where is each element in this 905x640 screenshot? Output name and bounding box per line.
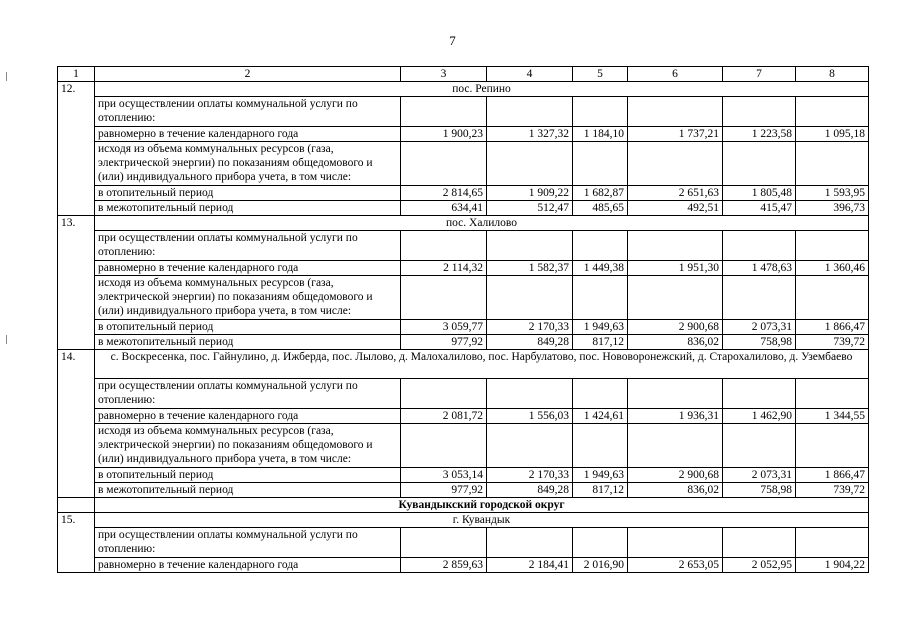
value-cell: 1 866,47 [796, 320, 869, 335]
table-cell [723, 97, 796, 127]
value-cell: 1 949,63 [573, 320, 628, 335]
page-number: 7 [449, 33, 456, 48]
table-cell [628, 528, 723, 558]
value-cell: 1 360,46 [796, 261, 869, 276]
edge-mark [6, 335, 7, 344]
table-cell [723, 424, 796, 468]
header-cell: 7 [723, 67, 796, 82]
value-cell: 2 900,68 [628, 468, 723, 483]
row-label: в межотопительный период [95, 335, 401, 350]
table-cell [487, 424, 573, 468]
value-cell: 415,47 [723, 201, 796, 216]
row-label: исходя из объема коммунальных ресурсов (газа, электрической энергии) по показаниям общедомового и (или) индивидуального прибора учета, в том числе: [95, 142, 401, 186]
intro-row [58, 276, 869, 320]
value-cell: 977,92 [401, 483, 487, 498]
value-cell: 1 462,90 [723, 409, 796, 424]
table-cell [723, 379, 796, 409]
value-cell: 2 900,68 [628, 320, 723, 335]
table-cell [796, 231, 869, 261]
value-row [58, 127, 869, 142]
value-cell: 2 170,33 [487, 320, 573, 335]
intro-row [58, 528, 869, 558]
row-label: равномерно в течение календарного года [95, 127, 401, 142]
value-cell: 2 114,32 [401, 261, 487, 276]
value-cell: 3 053,14 [401, 468, 487, 483]
table-cell [796, 528, 869, 558]
value-row [58, 201, 869, 216]
value-cell: 2 170,33 [487, 468, 573, 483]
value-cell: 817,12 [573, 483, 628, 498]
value-cell: 836,02 [628, 335, 723, 350]
value-cell: 758,98 [723, 335, 796, 350]
value-cell: 1 449,38 [573, 261, 628, 276]
value-cell: 1 900,23 [401, 127, 487, 142]
header-row [58, 67, 869, 82]
edge-mark [6, 72, 7, 81]
value-cell: 2 653,05 [628, 558, 723, 573]
table-cell [573, 276, 628, 320]
table-cell [723, 276, 796, 320]
row-label: исходя из объема коммунальных ресурсов (газа, электрической энергии) по показаниям общедомового и (или) индивидуального прибора учета, в том числе: [95, 276, 401, 320]
table-cell [401, 424, 487, 468]
value-cell: 1 223,58 [723, 127, 796, 142]
value-cell: 1 951,30 [628, 261, 723, 276]
settlement-name: г. Кувандык [95, 513, 869, 528]
value-cell: 836,02 [628, 483, 723, 498]
row-number: 13. [58, 216, 95, 350]
value-cell: 1 936,31 [628, 409, 723, 424]
value-cell: 977,92 [401, 335, 487, 350]
value-cell: 739,72 [796, 335, 869, 350]
value-cell: 396,73 [796, 201, 869, 216]
value-row [58, 558, 869, 573]
table-cell [573, 528, 628, 558]
row-number: 12. [58, 82, 95, 216]
header-cell: 1 [58, 67, 95, 82]
value-row [58, 483, 869, 498]
row-label: равномерно в течение календарного года [95, 409, 401, 424]
row-label: при осуществлении оплаты коммунальной услуги по отоплению: [95, 97, 401, 127]
row-label: в отопительный период [95, 186, 401, 201]
value-cell: 1 805,48 [723, 186, 796, 201]
value-cell: 2 052,95 [723, 558, 796, 573]
table-cell [401, 231, 487, 261]
table-cell [723, 142, 796, 186]
row-label: равномерно в течение календарного года [95, 261, 401, 276]
value-cell: 492,51 [628, 201, 723, 216]
section-row [58, 350, 869, 379]
value-row [58, 409, 869, 424]
section-row [58, 513, 869, 528]
settlement-name: пос. Репино [95, 82, 869, 97]
intro-row [58, 97, 869, 127]
table-cell [796, 97, 869, 127]
table-cell [796, 276, 869, 320]
table-cell [573, 97, 628, 127]
row-label: в межотопительный период [95, 201, 401, 216]
table-cell [628, 231, 723, 261]
table-cell [573, 424, 628, 468]
value-row [58, 468, 869, 483]
table-cell [628, 97, 723, 127]
value-cell: 2 814,65 [401, 186, 487, 201]
row-label: при осуществлении оплаты коммунальной услуги по отоплению: [95, 231, 401, 261]
intro-row [58, 424, 869, 468]
table-cell [487, 276, 573, 320]
value-cell: 2 184,41 [487, 558, 573, 573]
table-cell [723, 528, 796, 558]
table-cell [487, 231, 573, 261]
table-cell [487, 97, 573, 127]
value-row [58, 335, 869, 350]
value-cell: 1 682,87 [573, 186, 628, 201]
header-cell: 3 [401, 67, 487, 82]
value-cell: 849,28 [487, 483, 573, 498]
row-label: при осуществлении оплаты коммунальной услуги по отоплению: [95, 379, 401, 409]
value-cell: 739,72 [796, 483, 869, 498]
table-cell [401, 142, 487, 186]
value-cell: 485,65 [573, 201, 628, 216]
value-cell: 1 904,22 [796, 558, 869, 573]
table-cell [796, 424, 869, 468]
intro-row [58, 379, 869, 409]
value-cell: 1 327,32 [487, 127, 573, 142]
settlement-name: с. Воскресенка, пос. Гайнулино, д. Ижберда, пос. Лылово, д. Малохалилово, пос. Нарбулатово, пос. Нововоронежский, д. Старохалилово, д. Узембаево [95, 350, 869, 379]
header-cell: 8 [796, 67, 869, 82]
value-cell: 1 344,55 [796, 409, 869, 424]
table-cell [58, 498, 95, 513]
value-cell: 1 737,21 [628, 127, 723, 142]
district-name: Кувандыкский городской округ [95, 498, 869, 513]
value-cell: 2 016,90 [573, 558, 628, 573]
table-cell [487, 379, 573, 409]
value-row [58, 186, 869, 201]
value-cell: 1 909,22 [487, 186, 573, 201]
table-cell [487, 528, 573, 558]
section-row [58, 216, 869, 231]
settlement-name: пос. Халилово [95, 216, 869, 231]
value-cell: 2 073,31 [723, 320, 796, 335]
table-cell [796, 142, 869, 186]
header-cell: 2 [95, 67, 401, 82]
row-label: при осуществлении оплаты коммунальной услуги по отоплению: [95, 528, 401, 558]
table-cell [401, 97, 487, 127]
intro-row [58, 231, 869, 261]
value-cell: 2 081,72 [401, 409, 487, 424]
value-cell: 1 949,63 [573, 468, 628, 483]
value-cell: 634,41 [401, 201, 487, 216]
value-cell: 849,28 [487, 335, 573, 350]
table-cell [401, 379, 487, 409]
value-row [58, 320, 869, 335]
section-row [58, 82, 869, 97]
district-row [58, 498, 869, 513]
table-cell [628, 142, 723, 186]
value-cell: 1 184,10 [573, 127, 628, 142]
value-cell: 758,98 [723, 483, 796, 498]
table-cell [723, 231, 796, 261]
value-cell: 1 478,63 [723, 261, 796, 276]
table-cell [487, 142, 573, 186]
value-cell: 817,12 [573, 335, 628, 350]
table-cell [796, 379, 869, 409]
value-cell: 1 866,47 [796, 468, 869, 483]
value-cell: 1 424,61 [573, 409, 628, 424]
row-number: 14. [58, 350, 95, 498]
header-cell: 5 [573, 67, 628, 82]
table-cell [401, 528, 487, 558]
value-cell: 3 059,77 [401, 320, 487, 335]
value-cell: 1 095,18 [796, 127, 869, 142]
table-cell [628, 424, 723, 468]
value-cell: 1 582,37 [487, 261, 573, 276]
tariff-table [57, 66, 869, 573]
table-cell [573, 379, 628, 409]
value-cell: 2 073,31 [723, 468, 796, 483]
table-cell [628, 276, 723, 320]
value-cell: 1 593,95 [796, 186, 869, 201]
value-cell: 2 859,63 [401, 558, 487, 573]
value-row [58, 261, 869, 276]
table-cell [573, 231, 628, 261]
value-cell: 512,47 [487, 201, 573, 216]
header-cell: 6 [628, 67, 723, 82]
row-label: исходя из объема коммунальных ресурсов (газа, электрической энергии) по показаниям общедомового и (или) индивидуального прибора учета, в том числе: [95, 424, 401, 468]
row-number: 15. [58, 513, 95, 573]
value-cell: 1 556,03 [487, 409, 573, 424]
header-cell: 4 [487, 67, 573, 82]
row-label: равномерно в течение календарного года [95, 558, 401, 573]
intro-row [58, 142, 869, 186]
table-cell [573, 142, 628, 186]
table-cell [628, 379, 723, 409]
table-cell [401, 276, 487, 320]
value-cell: 2 651,63 [628, 186, 723, 201]
row-label: в межотопительный период [95, 483, 401, 498]
row-label: в отопительный период [95, 320, 401, 335]
row-label: в отопительный период [95, 468, 401, 483]
